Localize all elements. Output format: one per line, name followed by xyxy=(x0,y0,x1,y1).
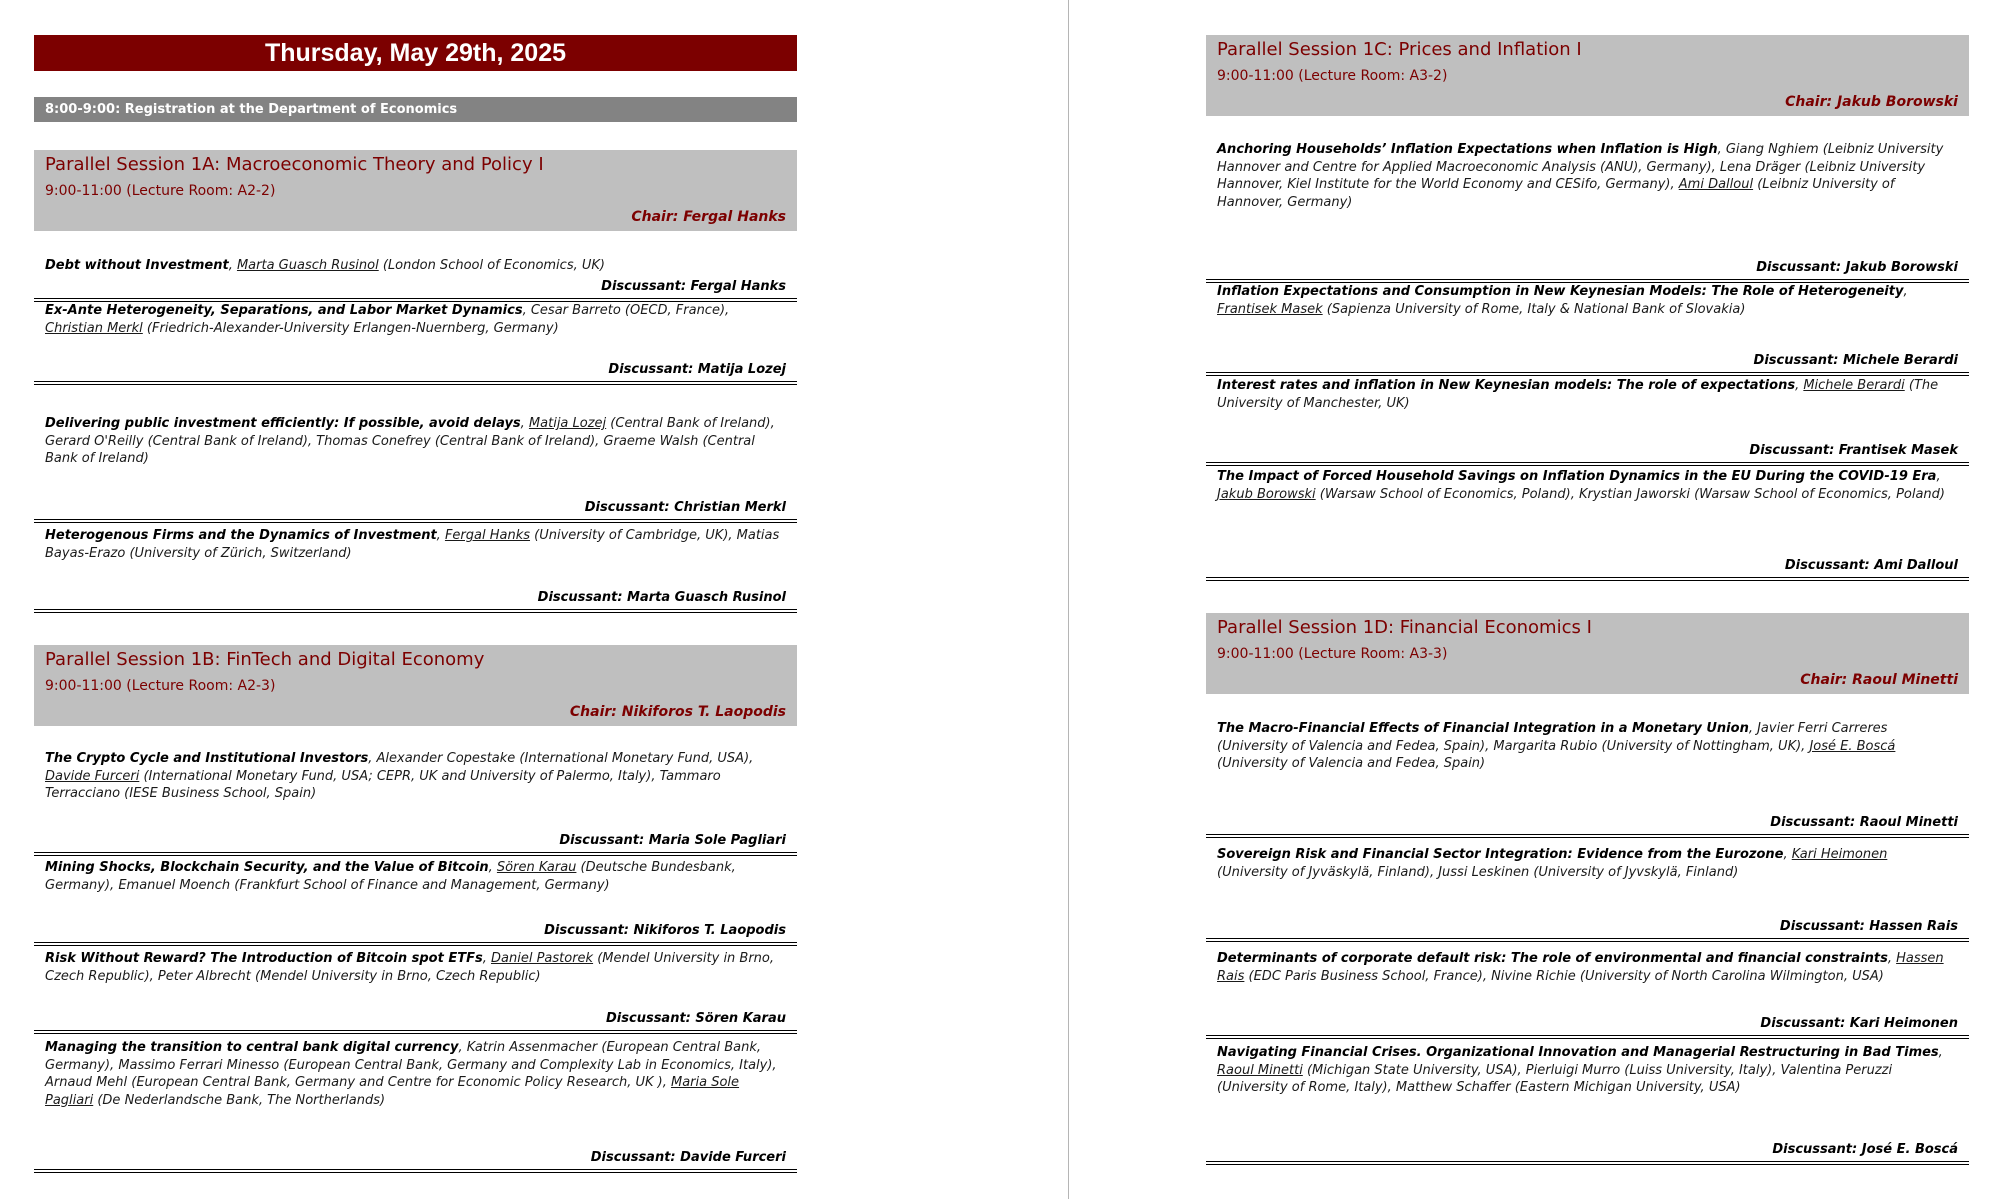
paper-item xyxy=(1206,720,1969,850)
session-1c xyxy=(1206,35,1969,573)
session-1b xyxy=(34,645,797,1165)
session-title: Parallel Session 1B: FinTech and Digital Economy xyxy=(45,649,485,670)
paper-title: Risk Without Reward? The Introduction of Bitcoin spot ETFs xyxy=(45,951,483,966)
paper-title: Heterogenous Firms and the Dynamics of Investment xyxy=(45,528,437,543)
session-1a xyxy=(34,150,797,605)
separator-rule xyxy=(1206,938,1969,942)
paper-title: Interest rates and inflation in New Keynesian models: The role of expectations xyxy=(1217,378,1796,393)
discussant-label: Discussant: Hassen Rais xyxy=(1779,919,1958,934)
session-header xyxy=(34,150,797,231)
paper-title: Determinants of corporate default risk: The role of environmental and financial constraints xyxy=(1217,951,1888,966)
paper-item xyxy=(34,414,797,524)
paper-item xyxy=(34,950,797,1040)
separator-rule xyxy=(34,1169,797,1173)
discussant-label: Discussant: Michele Berardi xyxy=(1753,353,1958,368)
paper-item xyxy=(1206,1044,1969,1174)
paper-item xyxy=(34,526,797,616)
paper-title: The Impact of Forced Household Savings on Inflation Dynamics in the EU During the COVID-19 Era xyxy=(1217,469,1937,484)
discussant-label: Discussant: Nikiforos T. Laopodis xyxy=(544,923,786,938)
presenter-name: Raoul Minetti xyxy=(1217,1062,1303,1078)
paper-title: Ex-Ante Heterogeneity, Separations, and Labor Market Dynamics xyxy=(45,303,523,318)
presenter-name: Daniel Pastorek xyxy=(491,951,594,966)
session-header xyxy=(1206,613,1969,694)
paper-item xyxy=(1206,846,1969,946)
registration-bar: 8:00-9:00: Registration at the Department of Economics xyxy=(34,97,797,122)
discussant-label: Discussant: Kari Heimonen xyxy=(1760,1016,1958,1031)
session-title: Parallel Session 1A: Macroeconomic Theory and Policy I xyxy=(45,154,544,175)
paper-item xyxy=(34,1038,797,1178)
paper-text: Sovereign Risk and Financial Sector Integration: Evidence from the Eurozone, Kari Heimonen (University of Jyväskylä, Finland), Jussi Leskinen (University of Jyvskylä, Finland) xyxy=(1217,847,1888,880)
paper-item xyxy=(1206,950,1969,1040)
separator-rule xyxy=(1206,577,1969,581)
paper-title: Inflation Expectations and Consumption in New Keynesian Models: The Role of Heterogeneity xyxy=(1217,284,1904,299)
paper-title: Mining Shocks, Blockchain Security, and the Value of Bitcoin xyxy=(45,860,489,875)
session-chair: Chair: Raoul Minetti xyxy=(1800,672,1958,688)
paper-title: The Crypto Cycle and Institutional Investors xyxy=(45,751,369,766)
paper-text: Mining Shocks, Blockchain Security, and the Value of Bitcoin, Sören Karau (Deutsche Bundesbank, Germany), Emanuel Moench (Frankfurt School of Finance and Management, Germany) xyxy=(45,860,736,893)
session-chair: Chair: Jakub Borowski xyxy=(1785,94,1958,110)
paper-item xyxy=(34,858,797,948)
separator-rule xyxy=(1206,1035,1969,1039)
discussant-label: Discussant: José E. Boscá xyxy=(1772,1142,1958,1157)
discussant-label: Discussant: Matija Lozej xyxy=(608,362,786,377)
paper-text: Inflation Expectations and Consumption in New Keynesian Models: The Role of Heterogeneity, Frantisek Masek (Sapienza University of Rome, Italy & National Bank of Slovakia) xyxy=(1217,284,1908,317)
session-chair: Chair: Nikiforos T. Laopodis xyxy=(569,704,786,720)
separator-rule xyxy=(34,942,797,946)
paper-text: Risk Without Reward? The Introduction of Bitcoin spot ETFs, Daniel Pastorek (Mendel University in Brno, Czech Republic), Peter Albrecht (Mendel University in Brno, Czech Republic) xyxy=(45,951,775,984)
presenter-name: Marta Guasch Rusinol xyxy=(236,258,379,273)
paper-text: Interest rates and inflation in New Keynesian models: The role of expectations, Michele Berardi (The University of Manchester, UK) xyxy=(1217,378,1939,411)
separator-rule xyxy=(34,852,797,856)
separator-rule xyxy=(34,609,797,613)
presenter-name: Kari Heimonen xyxy=(1791,847,1888,862)
paper-title: The Macro-Financial Effects of Financial Integration in a Monetary Union xyxy=(1217,721,1749,736)
paper-text: Managing the transition to central bank digital currency, Katrin Assenmacher (European Central Bank, Germany), Massimo Ferrari Minesso (European Central Bank, Germany and Complexity Lab in Economics, Italy), Arnaud Mehl (European Central Bank, Germany and Centre for Economic Policy Research, UK ), Maria Sole Pagliari (De Nederlandsche Bank, The Northerlands) xyxy=(45,1040,777,1108)
paper-item xyxy=(1206,377,1969,467)
presenter-name: Davide Furceri xyxy=(45,768,140,784)
page-divider xyxy=(1068,0,1069,1199)
separator-rule xyxy=(1206,1161,1969,1165)
separator-rule xyxy=(1206,372,1969,376)
paper-text: Determinants of corporate default risk: The role of environmental and financial constraints, Hassen Rais (EDC Paris Business School, France), Nivine Richie (University of North Carolina Wilmington, USA) xyxy=(1217,951,1944,984)
session-1d xyxy=(1206,613,1969,1157)
session-time: 9:00-11:00 (Lecture Room: A2-2) xyxy=(45,183,276,199)
session-time: 9:00-11:00 (Lecture Room: A2-3) xyxy=(45,678,276,694)
discussant-label: Discussant: Fergal Hanks xyxy=(601,279,786,294)
separator-rule xyxy=(34,381,797,385)
discussant-label: Discussant: Christian Merkl xyxy=(584,500,786,515)
separator-rule xyxy=(34,1030,797,1034)
paper-title: Anchoring Households’ Inflation Expectations when Inflation is High xyxy=(1217,142,1718,157)
paper-item xyxy=(34,300,797,390)
discussant-label: Discussant: Jakub Borowski xyxy=(1756,260,1958,275)
presenter-name: Christian Merkl xyxy=(45,320,143,336)
discussant-label: Discussant: Davide Furceri xyxy=(590,1150,786,1165)
discussant-label: Discussant: Maria Sole Pagliari xyxy=(559,833,786,848)
presenter-name: Hassen Rais xyxy=(1217,951,1944,984)
paper-item xyxy=(34,231,797,297)
paper-text: Debt without Investment, Marta Guasch Rusinol (London School of Economics, UK) xyxy=(45,258,605,273)
paper-text: The Impact of Forced Household Savings on Inflation Dynamics in the EU During the COVID-19 Era, Jakub Borowski (Warsaw School of Economics, Poland), Krystian Jaworski (Warsaw School of Economics, Poland) xyxy=(1217,469,1945,502)
paper-title: Navigating Financial Crises. Organizational Innovation and Managerial Restructuring in Bad Times xyxy=(1217,1045,1939,1060)
presenter-name: Ami Dalloul xyxy=(1678,177,1754,192)
paper-item xyxy=(1206,467,1969,587)
paper-text: Navigating Financial Crises. Organizational Innovation and Managerial Restructuring in Bad Times, Raoul Minetti (Michigan State University, USA), Pierluigi Murro (Luiss University, Italy), Valentina Peruzzi (University of Rome, Italy), Matthew Schaffer (Eastern Michigan University, USA) xyxy=(1217,1045,1943,1095)
paper-text: The Crypto Cycle and Institutional Investors, Alexander Copestake (International Monetary Fund, USA), Davide Furceri (International Monetary Fund, USA; CEPR, UK and University of Palermo, Italy), Tammaro Terracciano (IESE Business School, Spain) xyxy=(45,751,754,801)
paper-text: Anchoring Households’ Inflation Expectations when Inflation is High, Giang Nghiem (Leibniz University Hannover and Centre for Applied Macroeconomic Analysis (ANU), Germany), Lena Dräger (Leibniz University Hannover, Kiel Institute for the World Economy and CESifo, Germany), Ami Dalloul (Leibniz University of Hannover, Germany) xyxy=(1217,142,1944,210)
day-title: Thursday, May 29th, 2025 xyxy=(34,35,797,71)
session-title: Parallel Session 1C: Prices and Inflation I xyxy=(1217,39,1582,60)
discussant-label: Discussant: Raoul Minetti xyxy=(1770,815,1958,830)
discussant-label: Discussant: Ami Dalloul xyxy=(1784,558,1958,573)
presenter-name: Michele Berardi xyxy=(1803,378,1905,393)
presenter-name: Frantisek Masek xyxy=(1217,301,1323,317)
session-time: 9:00-11:00 (Lecture Room: A3-2) xyxy=(1217,68,1448,84)
presenter-name: Maria Sole Pagliari xyxy=(45,1075,740,1108)
presenter-name: Matija Lozej xyxy=(528,416,607,431)
paper-text: Delivering public investment efficiently: If possible, avoid delays, Matija Lozej (Central Bank of Ireland), Gerard O'Reilly (Central Bank of Ireland), Thomas Conefrey (Central Bank of Ireland), Graeme Walsh (Central Bank of Ireland) xyxy=(45,416,775,466)
discussant-label: Discussant: Sören Karau xyxy=(606,1011,786,1026)
presenter-name: Sören Karau xyxy=(496,860,577,875)
discussant-label: Discussant: Frantisek Masek xyxy=(1749,443,1958,458)
paper-title: Debt without Investment xyxy=(45,258,229,273)
session-header xyxy=(1206,35,1969,116)
session-time: 9:00-11:00 (Lecture Room: A3-3) xyxy=(1217,646,1448,662)
paper-text: Heterogenous Firms and the Dynamics of Investment, Fergal Hanks (University of Cambridge, UK), Matias Bayas-Erazo (University of Zürich, Switzerland) xyxy=(45,528,780,561)
paper-text: Ex-Ante Heterogeneity, Separations, and Labor Market Dynamics, Cesar Barreto (OECD, France), Christian Merkl (Friedrich-Alexander-University Erlangen-Nuernberg, Germany) xyxy=(45,303,730,336)
paper-title: Delivering public investment efficiently: If possible, avoid delays xyxy=(45,416,521,431)
session-header xyxy=(34,645,797,726)
paper-title: Managing the transition to central bank digital currency xyxy=(45,1040,459,1055)
paper-item xyxy=(34,750,797,860)
session-title: Parallel Session 1D: Financial Economics I xyxy=(1217,617,1592,638)
presenter-name: Fergal Hanks xyxy=(444,528,531,543)
presenter-name: José E. Boscá xyxy=(1809,738,1896,754)
paper-item xyxy=(1206,283,1969,373)
session-chair: Chair: Fergal Hanks xyxy=(631,209,786,225)
paper-text: The Macro-Financial Effects of Financial Integration in a Monetary Union, Javier Ferri Carreres (University of Valencia and Fedea, Spain), Margarita Rubio (University of Nottingham, UK), José E. Boscá (University of Valencia and Fedea, Spain) xyxy=(1217,721,1896,771)
separator-rule xyxy=(1206,462,1969,466)
presenter-name: Jakub Borowski xyxy=(1217,486,1316,502)
separator-rule xyxy=(34,519,797,523)
discussant-label: Discussant: Marta Guasch Rusinol xyxy=(537,590,786,605)
paper-title: Sovereign Risk and Financial Sector Integration: Evidence from the Eurozone xyxy=(1217,847,1784,862)
separator-rule xyxy=(1206,834,1969,838)
